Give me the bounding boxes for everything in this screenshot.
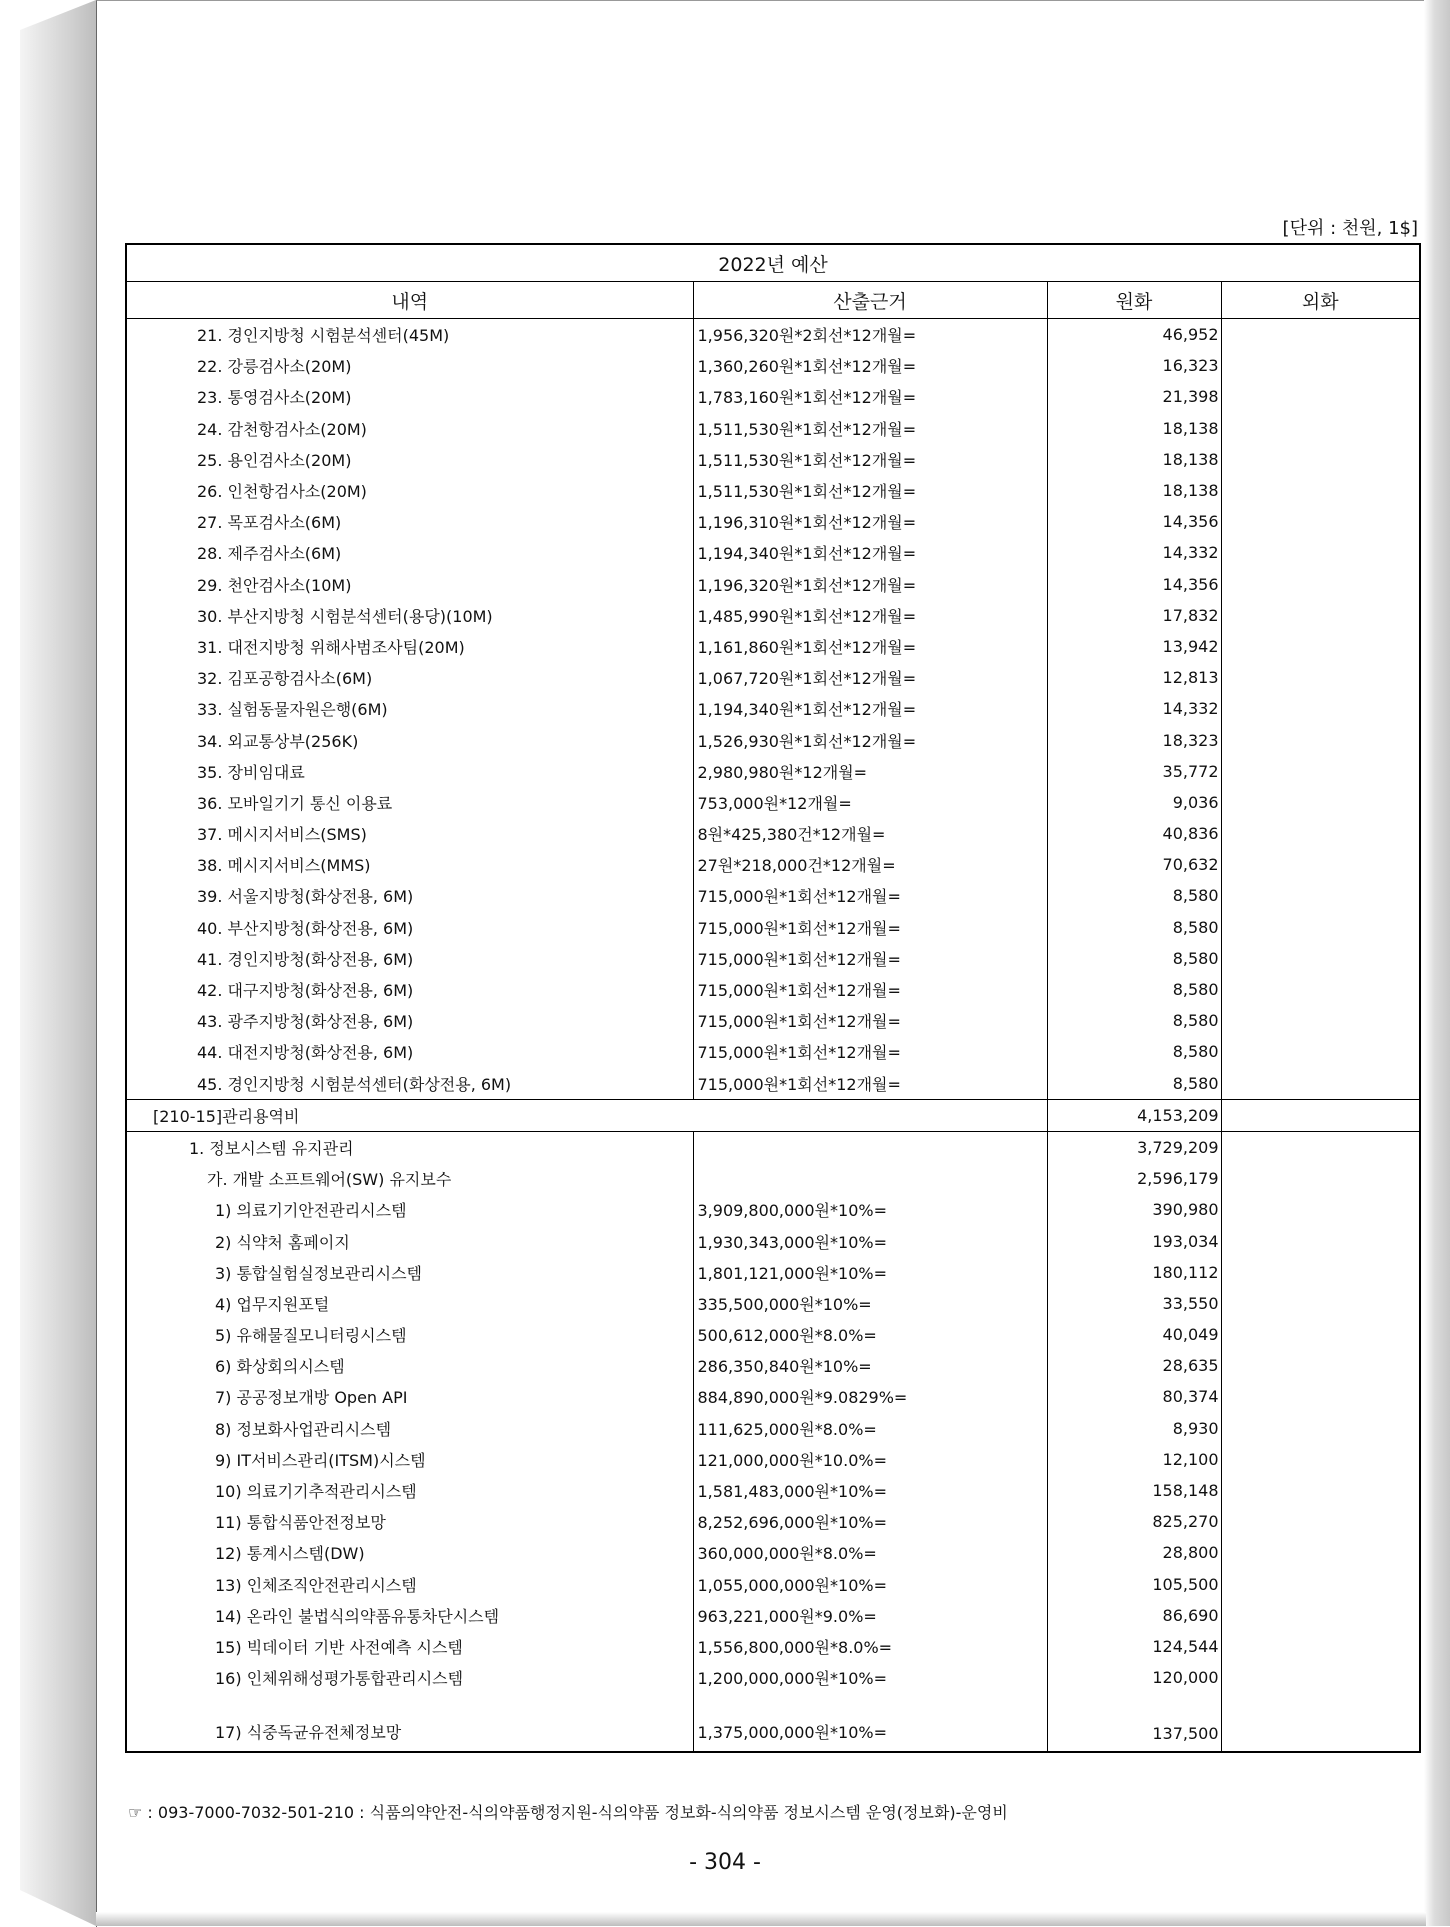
table-row — [126, 1413, 1420, 1444]
system-item-cell: 5) 유해물질모니터링시스템 — [126, 1319, 693, 1350]
system-basis-cell: 335,500,000원*10%= — [693, 1288, 1047, 1319]
budget-table — [125, 243, 1421, 1753]
system-fx-cell — [1221, 1257, 1420, 1288]
system-fx-cell — [1221, 1288, 1420, 1319]
system-basis-cell: 1,930,343,000원*10%= — [693, 1225, 1047, 1256]
system-fx-cell — [1221, 1225, 1420, 1256]
fx-cell — [1221, 818, 1420, 849]
basis-cell: 1,196,310원*1회선*12개월= — [693, 506, 1047, 537]
page-edge-shadow — [1424, 0, 1450, 1926]
binder-spine — [20, 0, 96, 1926]
table-row — [126, 1693, 1420, 1752]
basis-cell: 1,194,340원*1회선*12개월= — [693, 693, 1047, 724]
system-fx-cell — [1221, 1569, 1420, 1600]
basis-cell: 715,000원*1회선*12개월= — [693, 943, 1047, 974]
krw-cell: 12,813 — [1047, 662, 1221, 693]
item-cell: 39. 서울지방청(화상전용, 6M) — [126, 880, 693, 911]
table-row — [126, 1600, 1420, 1631]
subsection-basis — [693, 1163, 1047, 1194]
system-krw-cell: 120,000 — [1047, 1662, 1221, 1693]
krw-cell: 14,332 — [1047, 537, 1221, 568]
basis-cell: 1,067,720원*1회선*12개월= — [693, 662, 1047, 693]
subtotal-fx — [1221, 1099, 1420, 1131]
system-krw-cell: 12,100 — [1047, 1444, 1221, 1475]
fx-cell — [1221, 974, 1420, 1005]
basis-cell: 1,511,530원*1회선*12개월= — [693, 475, 1047, 506]
item-cell: 28. 제주검사소(6M) — [126, 537, 693, 568]
fx-cell — [1221, 350, 1420, 381]
system-krw-cell: 193,034 — [1047, 1225, 1221, 1256]
item-cell: 42. 대구지방청(화상전용, 6M) — [126, 974, 693, 1005]
system-item-cell: 16) 인체위해성평가통합관리시스템 — [126, 1662, 693, 1693]
fx-cell — [1221, 569, 1420, 600]
system-item-cell: 4) 업무지원포털 — [126, 1288, 693, 1319]
table-row — [126, 662, 1420, 693]
system-krw-cell: 86,690 — [1047, 1600, 1221, 1631]
system-basis-cell: 3,909,800,000원*10%= — [693, 1194, 1047, 1225]
basis-cell: 1,783,160원*1회선*12개월= — [693, 381, 1047, 412]
krw-cell: 8,580 — [1047, 1068, 1221, 1100]
system-fx-cell — [1221, 1631, 1420, 1662]
system-fx-cell — [1221, 1319, 1420, 1350]
header-krw: 원화 — [1047, 282, 1221, 319]
fx-cell — [1221, 506, 1420, 537]
table-row — [126, 849, 1420, 880]
system-item-cell: 15) 빅데이터 기반 사전예측 시스템 — [126, 1631, 693, 1662]
table-row — [126, 756, 1420, 787]
basis-cell: 2,980,980원*12개월= — [693, 756, 1047, 787]
krw-cell: 40,836 — [1047, 818, 1221, 849]
system-basis-cell: 1,801,121,000원*10%= — [693, 1257, 1047, 1288]
system-basis-cell: 1,055,000,000원*10%= — [693, 1569, 1047, 1600]
table-row — [126, 475, 1420, 506]
krw-cell: 16,323 — [1047, 350, 1221, 381]
table-row — [126, 1444, 1420, 1475]
system-fx-cell — [1221, 1662, 1420, 1693]
table-row — [126, 1257, 1420, 1288]
subtotal-label: [210-15]관리용역비 — [126, 1099, 1047, 1131]
fx-cell — [1221, 381, 1420, 412]
table-row — [126, 1506, 1420, 1537]
item-cell: 34. 외교통상부(256K) — [126, 724, 693, 755]
fx-cell — [1221, 787, 1420, 818]
krw-cell: 35,772 — [1047, 756, 1221, 787]
section-krw: 3,729,209 — [1047, 1131, 1221, 1163]
krw-cell: 46,952 — [1047, 319, 1221, 351]
item-cell: 26. 인천항검사소(20M) — [126, 475, 693, 506]
subsection-label: 가. 개발 소프트웨어(SW) 유지보수 — [126, 1163, 693, 1194]
basis-cell: 1,511,530원*1회선*12개월= — [693, 444, 1047, 475]
table-row — [126, 1005, 1420, 1036]
system-item-cell: 9) IT서비스관리(ITSM)시스템 — [126, 1444, 693, 1475]
fx-cell — [1221, 1036, 1420, 1067]
fx-cell — [1221, 724, 1420, 755]
basis-cell: 27원*218,000건*12개월= — [693, 849, 1047, 880]
system-krw-cell: 105,500 — [1047, 1569, 1221, 1600]
header-fx: 외화 — [1221, 282, 1420, 319]
system-krw-cell: 8,930 — [1047, 1413, 1221, 1444]
krw-cell: 14,356 — [1047, 569, 1221, 600]
system-basis-cell: 1,375,000,000원*10%= — [693, 1693, 1047, 1752]
system-basis-cell: 884,890,000원*9.0829%= — [693, 1381, 1047, 1412]
table-row — [126, 1319, 1420, 1350]
table-row — [126, 319, 1420, 351]
system-basis-cell: 963,221,000원*9.0%= — [693, 1600, 1047, 1631]
item-cell: 27. 목포검사소(6M) — [126, 506, 693, 537]
subsection-fx — [1221, 1163, 1420, 1194]
item-cell: 22. 강릉검사소(20M) — [126, 350, 693, 381]
system-fx-cell — [1221, 1693, 1420, 1752]
system-krw-cell: 40,049 — [1047, 1319, 1221, 1350]
system-item-cell: 6) 화상회의시스템 — [126, 1350, 693, 1381]
header-item: 내역 — [126, 282, 693, 319]
basis-cell: 715,000원*1회선*12개월= — [693, 880, 1047, 911]
system-item-cell: 1) 의료기기안전관리시스템 — [126, 1194, 693, 1225]
item-cell: 43. 광주지방청(화상전용, 6M) — [126, 1005, 693, 1036]
table-row — [126, 1288, 1420, 1319]
system-item-cell: 17) 식중독균유전체정보망 — [126, 1693, 693, 1752]
table-row — [126, 537, 1420, 568]
table-row — [126, 880, 1420, 911]
krw-cell: 70,632 — [1047, 849, 1221, 880]
item-cell: 25. 용인검사소(20M) — [126, 444, 693, 475]
krw-cell: 9,036 — [1047, 787, 1221, 818]
fx-cell — [1221, 849, 1420, 880]
system-fx-cell — [1221, 1444, 1420, 1475]
basis-cell: 1,485,990원*1회선*12개월= — [693, 600, 1047, 631]
fx-cell — [1221, 662, 1420, 693]
krw-cell: 8,580 — [1047, 880, 1221, 911]
table-title: 2022년 예산 — [126, 244, 1420, 282]
table-row — [126, 1131, 1420, 1163]
table-row — [126, 1068, 1420, 1100]
system-fx-cell — [1221, 1194, 1420, 1225]
krw-cell: 14,356 — [1047, 506, 1221, 537]
fx-cell — [1221, 880, 1420, 911]
fx-cell — [1221, 912, 1420, 943]
basis-cell: 715,000원*1회선*12개월= — [693, 1005, 1047, 1036]
fx-cell — [1221, 631, 1420, 662]
table-row — [126, 1631, 1420, 1662]
system-item-cell: 11) 통합식품안전정보망 — [126, 1506, 693, 1537]
table-row — [126, 818, 1420, 849]
krw-cell: 8,580 — [1047, 1036, 1221, 1067]
table-row — [126, 1569, 1420, 1600]
table-row — [126, 631, 1420, 662]
fx-cell — [1221, 413, 1420, 444]
system-krw-cell: 180,112 — [1047, 1257, 1221, 1288]
krw-cell: 8,580 — [1047, 1005, 1221, 1036]
item-cell: 31. 대전지방청 위해사범조사팀(20M) — [126, 631, 693, 662]
fx-cell — [1221, 693, 1420, 724]
system-basis-cell: 121,000,000원*10.0%= — [693, 1444, 1047, 1475]
system-item-cell: 12) 통계시스템(DW) — [126, 1537, 693, 1568]
fx-cell — [1221, 943, 1420, 974]
item-cell: 29. 천안검사소(10M) — [126, 569, 693, 600]
table-row — [126, 1662, 1420, 1693]
item-cell: 30. 부산지방청 시험분석센터(용당)(10M) — [126, 600, 693, 631]
item-cell: 32. 김포공항검사소(6M) — [126, 662, 693, 693]
system-basis-cell: 286,350,840원*10%= — [693, 1350, 1047, 1381]
krw-cell: 14,332 — [1047, 693, 1221, 724]
system-fx-cell — [1221, 1537, 1420, 1568]
system-basis-cell: 1,200,000,000원*10%= — [693, 1662, 1047, 1693]
krw-cell: 13,942 — [1047, 631, 1221, 662]
system-fx-cell — [1221, 1413, 1420, 1444]
table-row — [126, 1194, 1420, 1225]
table-row — [126, 413, 1420, 444]
basis-cell: 8원*425,380건*12개월= — [693, 818, 1047, 849]
system-item-cell: 13) 인체조직안전관리시스템 — [126, 1569, 693, 1600]
basis-cell: 1,511,530원*1회선*12개월= — [693, 413, 1047, 444]
system-krw-cell: 390,980 — [1047, 1194, 1221, 1225]
system-krw-cell: 28,635 — [1047, 1350, 1221, 1381]
system-krw-cell: 124,544 — [1047, 1631, 1221, 1662]
page-bottom-shadow — [96, 1912, 1426, 1926]
table-row — [126, 600, 1420, 631]
system-item-cell: 14) 온라인 불법식의약품유통차단시스템 — [126, 1600, 693, 1631]
fx-cell — [1221, 1005, 1420, 1036]
table-row — [126, 787, 1420, 818]
item-cell: 36. 모바일기기 통신 이용료 — [126, 787, 693, 818]
item-cell: 21. 경인지방청 시험분석센터(45M) — [126, 319, 693, 351]
fx-cell — [1221, 756, 1420, 787]
system-basis-cell: 8,252,696,000원*10%= — [693, 1506, 1047, 1537]
system-basis-cell: 360,000,000원*8.0%= — [693, 1537, 1047, 1568]
table-row — [126, 974, 1420, 1005]
system-fx-cell — [1221, 1600, 1420, 1631]
item-cell: 40. 부산지방청(화상전용, 6M) — [126, 912, 693, 943]
basis-cell: 715,000원*1회선*12개월= — [693, 974, 1047, 1005]
system-item-cell: 7) 공공정보개방 Open API — [126, 1381, 693, 1412]
system-fx-cell — [1221, 1506, 1420, 1537]
basis-cell: 1,161,860원*1회선*12개월= — [693, 631, 1047, 662]
system-basis-cell: 111,625,000원*8.0%= — [693, 1413, 1047, 1444]
system-krw-cell: 28,800 — [1047, 1537, 1221, 1568]
item-cell: 33. 실험동물자원은행(6M) — [126, 693, 693, 724]
table-row — [126, 1350, 1420, 1381]
krw-cell: 18,138 — [1047, 444, 1221, 475]
section-fx — [1221, 1131, 1420, 1163]
system-fx-cell — [1221, 1381, 1420, 1412]
table-row — [126, 943, 1420, 974]
system-fx-cell — [1221, 1350, 1420, 1381]
fx-cell — [1221, 1068, 1420, 1100]
basis-cell: 715,000원*1회선*12개월= — [693, 1036, 1047, 1067]
system-krw-cell: 33,550 — [1047, 1288, 1221, 1319]
unit-note: [단위 : 천원, 1$] — [1282, 218, 1418, 239]
fx-cell — [1221, 444, 1420, 475]
system-krw-cell: 137,500 — [1047, 1693, 1221, 1752]
table-row — [126, 1537, 1420, 1568]
table-row — [126, 1036, 1420, 1067]
table-row — [126, 912, 1420, 943]
header-basis: 산출근거 — [693, 282, 1047, 319]
krw-cell: 18,323 — [1047, 724, 1221, 755]
table-row — [126, 1475, 1420, 1506]
item-cell: 41. 경인지방청(화상전용, 6M) — [126, 943, 693, 974]
table-row — [126, 1099, 1420, 1131]
basis-cell: 1,196,320원*1회선*12개월= — [693, 569, 1047, 600]
fx-cell — [1221, 600, 1420, 631]
subsection-krw: 2,596,179 — [1047, 1163, 1221, 1194]
table-row — [126, 1381, 1420, 1412]
fx-cell — [1221, 319, 1420, 351]
subtotal-krw: 4,153,209 — [1047, 1099, 1221, 1131]
basis-cell: 1,956,320원*2회선*12개월= — [693, 319, 1047, 351]
system-fx-cell — [1221, 1475, 1420, 1506]
system-item-cell: 10) 의료기기추적관리시스템 — [126, 1475, 693, 1506]
krw-cell: 18,138 — [1047, 413, 1221, 444]
system-krw-cell: 158,148 — [1047, 1475, 1221, 1506]
krw-cell: 8,580 — [1047, 974, 1221, 1005]
table-row — [126, 350, 1420, 381]
krw-cell: 17,832 — [1047, 600, 1221, 631]
krw-cell: 8,580 — [1047, 943, 1221, 974]
basis-cell: 1,194,340원*1회선*12개월= — [693, 537, 1047, 568]
section-label: 1. 정보시스템 유지관리 — [126, 1131, 693, 1163]
item-cell: 35. 장비임대료 — [126, 756, 693, 787]
table-row — [126, 724, 1420, 755]
system-basis-cell: 1,556,800,000원*8.0%= — [693, 1631, 1047, 1662]
table-row — [126, 1163, 1420, 1194]
krw-cell: 21,398 — [1047, 381, 1221, 412]
system-basis-cell: 1,581,483,000원*10%= — [693, 1475, 1047, 1506]
item-cell: 24. 감천항검사소(20M) — [126, 413, 693, 444]
item-cell: 38. 메시지서비스(MMS) — [126, 849, 693, 880]
fx-cell — [1221, 475, 1420, 506]
section-basis — [693, 1131, 1047, 1163]
krw-cell: 18,138 — [1047, 475, 1221, 506]
system-item-cell: 2) 식약처 홈페이지 — [126, 1225, 693, 1256]
system-item-cell: 3) 통합실험실정보관리시스템 — [126, 1257, 693, 1288]
system-item-cell: 8) 정보화사업관리시스템 — [126, 1413, 693, 1444]
basis-cell: 715,000원*1회선*12개월= — [693, 912, 1047, 943]
krw-cell: 8,580 — [1047, 912, 1221, 943]
fx-cell — [1221, 537, 1420, 568]
item-cell: 37. 메시지서비스(SMS) — [126, 818, 693, 849]
basis-cell: 1,360,260원*1회선*12개월= — [693, 350, 1047, 381]
table-row — [126, 444, 1420, 475]
account-code-footnote: ☞ : 093-7000-7032-501-210 : 식품의약안전-식의약품행정지원-식의약품 정보화-식의약품 정보시스템 운영(정보화)-운영비 — [128, 1803, 1008, 1822]
basis-cell: 715,000원*1회선*12개월= — [693, 1068, 1047, 1100]
table-row — [126, 569, 1420, 600]
page-number: - 304 - — [689, 1850, 761, 1875]
table-row — [126, 1225, 1420, 1256]
system-krw-cell: 825,270 — [1047, 1506, 1221, 1537]
system-basis-cell: 500,612,000원*8.0%= — [693, 1319, 1047, 1350]
table-row — [126, 381, 1420, 412]
table-row — [126, 506, 1420, 537]
item-cell: 23. 통영검사소(20M) — [126, 381, 693, 412]
basis-cell: 753,000원*12개월= — [693, 787, 1047, 818]
item-cell: 44. 대전지방청(화상전용, 6M) — [126, 1036, 693, 1067]
basis-cell: 1,526,930원*1회선*12개월= — [693, 724, 1047, 755]
system-krw-cell: 80,374 — [1047, 1381, 1221, 1412]
table-row — [126, 693, 1420, 724]
item-cell: 45. 경인지방청 시험분석센터(화상전용, 6M) — [126, 1068, 693, 1100]
